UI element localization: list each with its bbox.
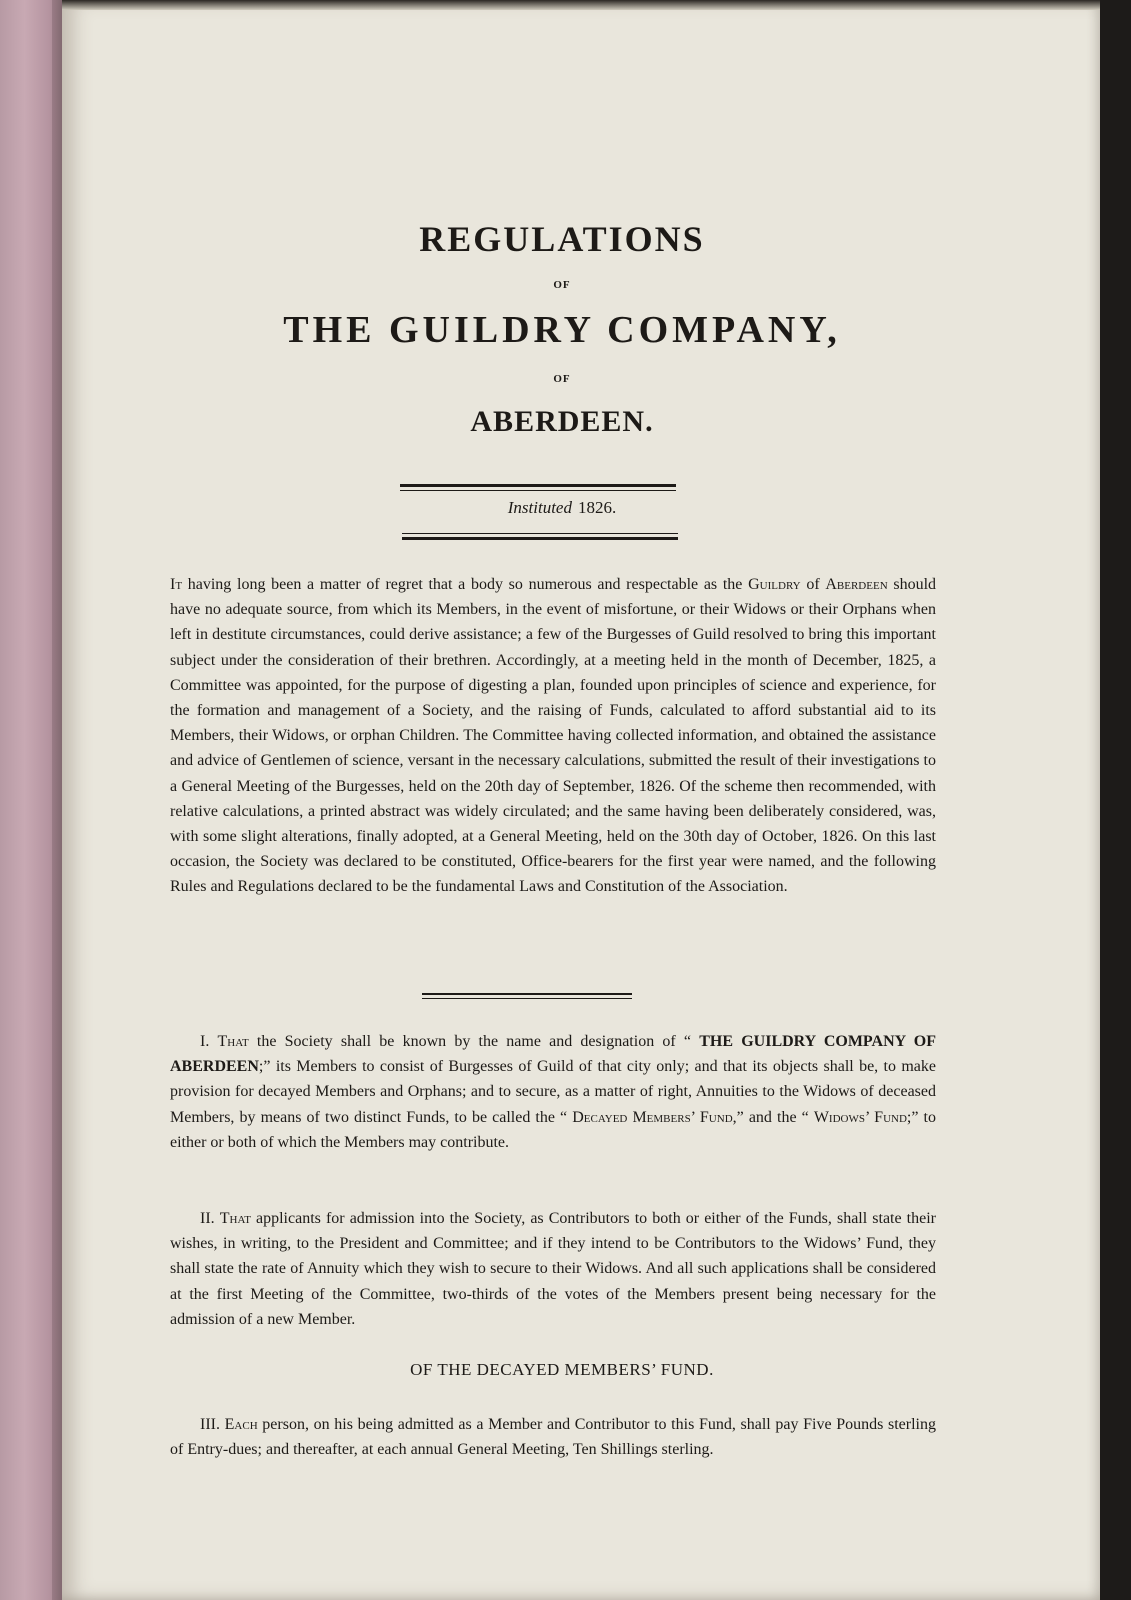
article-1-company-name: THE GUILDRY COMPANY OF ABERDEEN — [170, 1033, 937, 1076]
article-1-widows-fund: Widows’ Fund — [813, 1108, 907, 1126]
divider-thin-bottom — [402, 533, 678, 534]
article-1-decayed-fund: Decayed Members’ Fund — [572, 1108, 733, 1126]
article-2 — [170, 1206, 936, 1332]
article-3-number: III. — [200, 1416, 225, 1433]
article-3-lead: Each — [224, 1416, 258, 1433]
instituted-line — [170, 498, 954, 518]
title-aberdeen: ABERDEEN. — [470, 405, 654, 438]
article-1-text-3: ,” and the “ — [732, 1108, 814, 1126]
section-heading-decayed-fund: OF THE DECAYED MEMBERS’ FUND. — [410, 1360, 714, 1379]
article-1-lead: That — [217, 1033, 249, 1050]
preamble-aberdeen: Aberdeen — [825, 576, 888, 593]
article-1-text-1: the Society shall be known by the name and designation of “ — [248, 1033, 700, 1050]
preamble-text-3: should have no adequate source, from which its Members, in the event of misfortune, or their Widows or their Orphans when left in destitute circumstances, could derive assistance; a few of the Burgesses of Guild resolved to bring this important subject under the consideration of their brethren. Accordingly, at a meeting held in the month of December, 1825, a Committee was appointed, for the purpose of digesting a plan, founded upon principles of science and experience, for the formation and management of a Society, and the raising of Funds, calculated to afford substantial aid to its Members, their Widows, or orphan Children. The Committee having collected information, and obtained the assistance and advice of Gentlemen of science, versant in the necessary calculations, submitted the result of their investigations to a General Meeting of the Burgesses, held on the 20th day of September, 1826. Of the scheme then recommended, with relative calculations, a printed abstract was widely circulated; and the same having been deliberately considered, was, with some slight alterations, finally adopted, at a General Meeting, held on the 30th day of October, 1826. On this last occasion, the Society was declared to be constituted, Office-bearers for the first year were named, and the following Rules and Regulations declared to be the fundamental Laws and Constitution of the Association. — [170, 576, 937, 896]
article-1-text-2: ;” its Members to consist of Burgesses of Guild of that city only; and that its objects shall be, to make provision for decayed Members and Orphans; and to secure, as a matter of right, Annuities to the Widows of deceased Members, by means of two distinct Funds, to be called the “ — [170, 1058, 936, 1126]
instituted-word: Instituted — [507, 498, 572, 517]
page-top-edge — [62, 0, 1102, 10]
preamble-text-1: having long been a matter of regret that a body so numerous and respectable as the — [182, 576, 749, 593]
title-of-1: OF — [553, 279, 571, 291]
preamble-guildry: Guildry — [748, 576, 801, 593]
article-1-text-4: ;” to either or both of which the Members may contribute. — [170, 1108, 936, 1151]
divider-thick-bottom — [402, 537, 678, 540]
preamble-text-2: of — [800, 576, 826, 593]
article-3 — [170, 1412, 936, 1462]
article-2-text: applicants for admission into the Society, as Contributors to both or either of the Funds, shall state their wishes, in writing, to the President and Committee; and if they intend to be Contributors to the Widows’ Fund, they shall state the rate of Annuity which they wish to secure to their Widows. And all such applications shall be considered at the first Meeting of the Committee, two-thirds of the votes of the Members present being necessary for the admission of a new Member. — [170, 1210, 936, 1328]
article-1 — [170, 1029, 936, 1155]
background-edge — [1100, 0, 1131, 1600]
divider-thick-top — [400, 484, 676, 487]
article-2-lead: That — [219, 1210, 251, 1227]
title-guildry-company: THE GUILDRY COMPANY, — [283, 309, 841, 351]
section-divider-2 — [422, 998, 632, 999]
title-of-2: OF — [553, 373, 571, 385]
article-3-text: person, on his being admitted as a Member and Contributor to this Fund, shall pay Five Pounds sterling of Entry-dues; and thereafter, at each annual General Meeting, Ten Shillings sterling. — [170, 1416, 936, 1459]
section-divider — [422, 993, 632, 995]
instituted-year: 1826. — [577, 498, 617, 517]
preamble-paragraph — [170, 572, 936, 900]
preamble-lead: It — [170, 576, 183, 593]
article-1-number: I. — [200, 1033, 218, 1050]
article-2-number: II. — [200, 1210, 220, 1227]
title-regulations: REGULATIONS — [419, 219, 705, 259]
divider-thin-top — [400, 490, 676, 491]
